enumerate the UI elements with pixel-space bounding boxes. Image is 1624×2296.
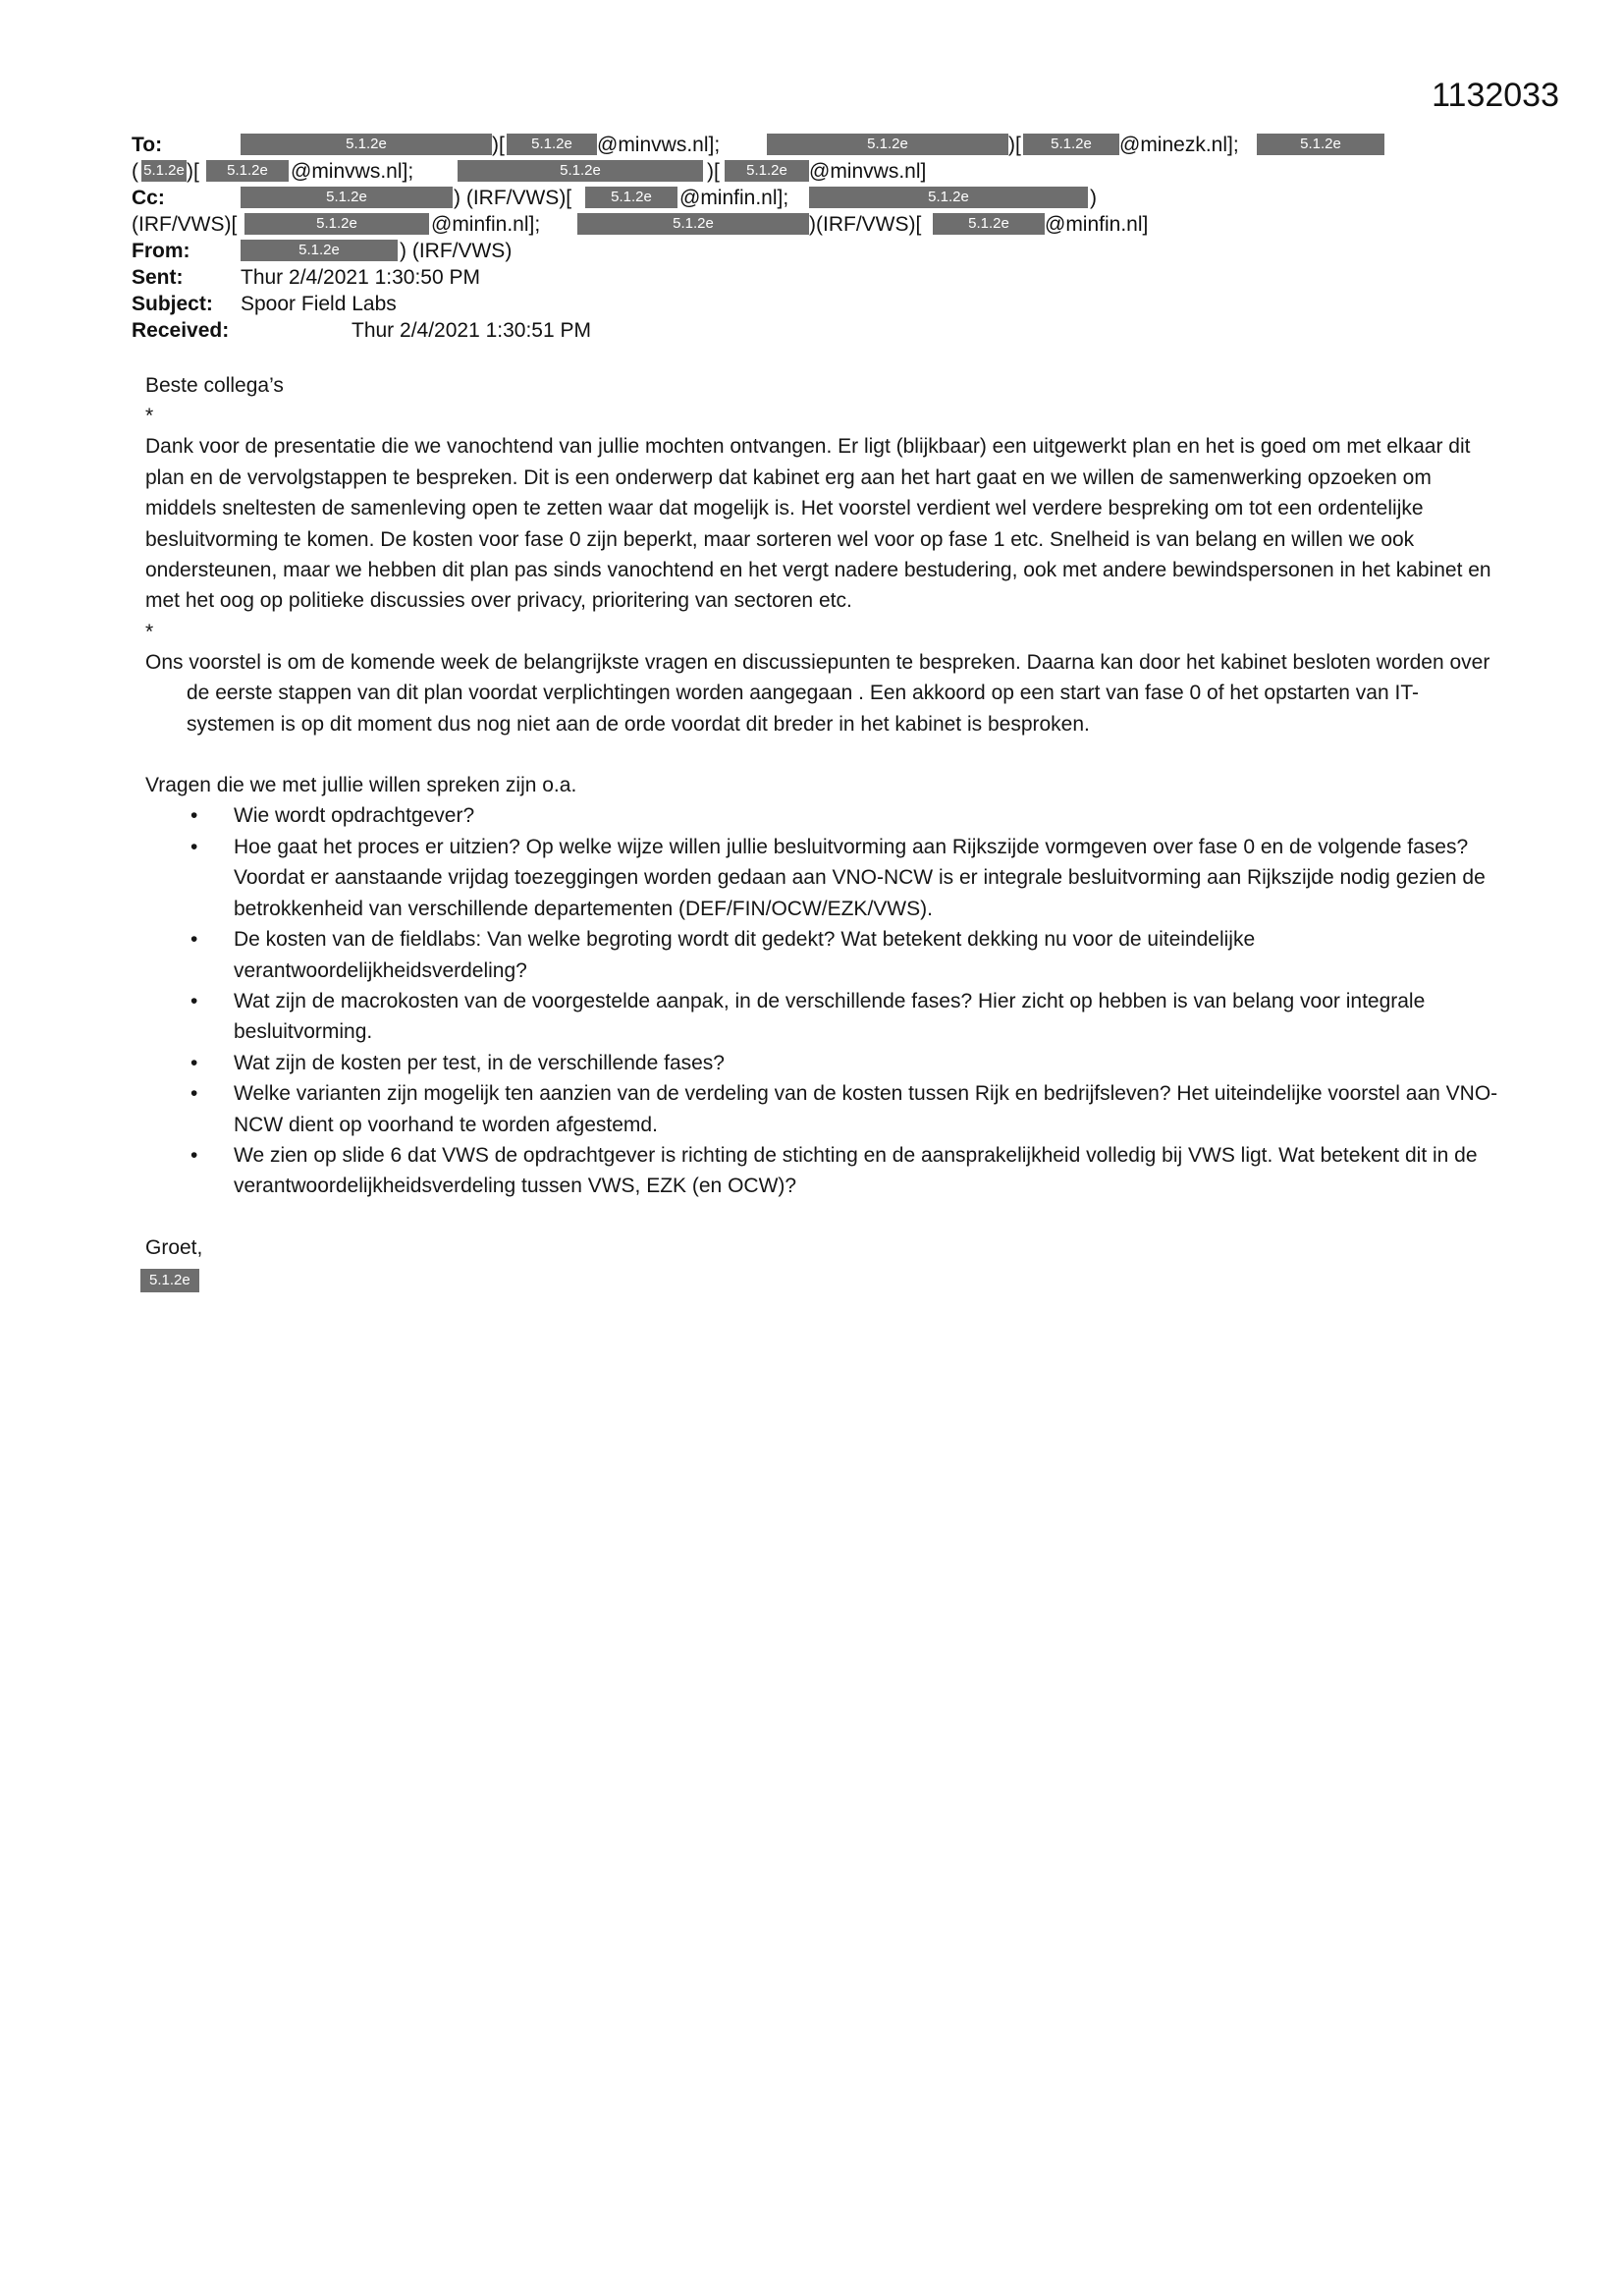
to-line-2 — [132, 158, 1506, 185]
from-irf-vws: ) (IRF/VWS) — [400, 240, 513, 262]
question-text: De kosten van de fieldlabs: Van welke begroting wordt dit gedekt? Wat betekent dekking nu voor de uiteindelijke verantwoordelijkheidsverdeling? — [234, 928, 1256, 982]
cc-label: Cc: — [132, 187, 165, 209]
subject-label: Subject: — [132, 293, 213, 315]
to-sep: )[ — [187, 160, 199, 183]
received-label: Received: — [132, 319, 230, 342]
redaction: 5.1.2e — [1023, 134, 1119, 155]
separator: * — [145, 620, 154, 643]
to-sep: )[ — [707, 160, 720, 183]
closing: Groet, — [145, 1235, 203, 1259]
to-line-1 — [132, 132, 1506, 158]
list-item — [187, 1078, 1500, 1140]
email-header — [132, 132, 1506, 344]
subject-line — [132, 291, 1506, 317]
sent-line — [132, 264, 1506, 291]
redaction: 5.1.2e — [206, 160, 289, 182]
bullet: • — [190, 1143, 198, 1167]
list-item — [187, 800, 1500, 831]
redaction: 5.1.2e — [725, 160, 809, 182]
paragraph-1: Dank voor de presentatie die we vanochtend van jullie mochten ontvangen. Er ligt (blijkbaar) een uitgewerkt plan en het is goed om met elkaar dit plan en de vervolgstappen te bespreken. Dit is een onderwerp dat kabinet erg aan het hart gaat en we willen de samenwerking opzoeken om middels sneltesten de samenleving open te zetten waar dat mogelijk is. Het voorstel verdient wel verdere bespreking om tot een ordentelijke besluitvorming te komen. De kosten voor fase 0 zijn beperkt, maar sorteren wel voor op fase 1 etc. Snelheid is van belang en willen we ook ondersteunen, maar we hebben dit plan pas sinds vanochtend en het vergt nadere bestudering, ook met andere bewindspersonen in het kabinet en met het oog op politieke discussies over privacy, prioritering van sectoren etc. — [145, 435, 1491, 613]
bullet: • — [190, 1082, 198, 1106]
bullet: • — [190, 1051, 198, 1074]
redaction: 5.1.2e — [1257, 134, 1384, 155]
to-domain-minezk: @minezk.nl]; — [1119, 134, 1239, 156]
received-value: Thur 2/4/2021 1:30:51 PM — [352, 319, 591, 342]
from-label: From: — [132, 240, 190, 262]
redaction: 5.1.2e — [809, 187, 1088, 208]
list-item — [187, 1048, 1500, 1078]
to-label: To: — [132, 134, 163, 156]
from-line — [132, 238, 1506, 264]
redaction: 5.1.2e — [241, 187, 453, 208]
cc-sep: ) — [1090, 187, 1097, 209]
paragraph-2: Ons voorstel is om de komende week de belangrijkste vragen en discussiepunten te bespreken. Daarna kan door het kabinet besloten worden over de eerste stappen van dit plan voordat verplichtingen worden aangegaan . Een akkoord op een start van fase 0 of het opstarten van IT-systemen is op dit moment dus nog niet aan de orde voordat dit breder in het kabinet is besproken. — [145, 650, 1490, 736]
bullet: • — [190, 989, 198, 1012]
document-number: 1132033 — [1432, 77, 1559, 114]
to-domain-minvws: @minvws.nl]; — [597, 134, 721, 156]
cc-domain-minfin: @minfin.nl] — [1045, 213, 1149, 236]
bullet: • — [190, 804, 198, 828]
cc-irf-vws: (IRF/VWS)[ — [132, 213, 238, 236]
redaction: 5.1.2e — [933, 213, 1045, 235]
separator: * — [145, 405, 154, 428]
subject-value: Spoor Field Labs — [241, 293, 397, 315]
signature-redaction: 5.1.2e — [140, 1269, 199, 1292]
redaction: 5.1.2e — [585, 187, 677, 208]
list-item — [187, 986, 1500, 1048]
cc-line-1 — [132, 185, 1506, 211]
question-text: Wat zijn de kosten per test, in de verschillende fases? — [234, 1051, 725, 1074]
question-text: Welke varianten zijn mogelijk ten aanzien van de verdeling van de kosten tussen Rijk en bedrijfsleven? Het uiteindelijke voorstel aan VNO-NCW dient op voorhand te worden afgestemd. — [234, 1082, 1498, 1136]
email-body — [145, 370, 1500, 1294]
to-sep: )[ — [1008, 134, 1021, 156]
questions-list — [145, 800, 1500, 1201]
questions-intro: Vragen die we met jullie willen spreken zijn o.a. — [145, 774, 577, 797]
redaction: 5.1.2e — [577, 213, 809, 235]
redaction: 5.1.2e — [141, 160, 187, 182]
question-text: Hoe gaat het proces er uitzien? Op welke wijze willen jullie besluitvorming aan Rijkszijde vormgeven over fase 0 en de volgende fases? Voordat er aanstaande vrijdag toezeggingen worden gedaan aan VNO-NCW is er integrale besluitvorming aan Rijkszijde nodig gezien de betrokkenheid van verschillende departementen (DEF/FIN/OCW/EZK/VWS). — [234, 835, 1486, 920]
cc-line-2 — [132, 211, 1506, 238]
redaction: 5.1.2e — [507, 134, 597, 155]
to-domain-minvws: @minvws.nl]; — [291, 160, 414, 183]
question-text: We zien op slide 6 dat VWS de opdrachtgever is richting de stichting en de aansprakelijkheid volledig bij VWS ligt. Wat betekent dit in de verantwoordelijkheidsverdeling tussen VWS, EZK (en OCW)? — [234, 1143, 1478, 1198]
list-item — [187, 1140, 1500, 1202]
to-sep: ( — [132, 160, 138, 183]
greeting: Beste collega’s — [145, 374, 284, 397]
sent-value: Thur 2/4/2021 1:30:50 PM — [241, 266, 480, 289]
redaction: 5.1.2e — [458, 160, 703, 182]
list-item — [187, 924, 1500, 986]
redaction: 5.1.2e — [241, 134, 492, 155]
to-sep: )[ — [492, 134, 505, 156]
redaction: 5.1.2e — [244, 213, 429, 235]
bullet: • — [190, 928, 198, 952]
list-item — [187, 832, 1500, 924]
cc-irf-vws: )(IRF/VWS)[ — [809, 213, 922, 236]
received-line — [132, 317, 1506, 344]
sent-label: Sent: — [132, 266, 184, 289]
redaction: 5.1.2e — [241, 240, 398, 261]
question-text: Wat zijn de macrokosten van de voorgestelde aanpak, in de verschillende fases? Hier zicht op hebben is van belang voor integrale besluitvorming. — [234, 989, 1426, 1044]
cc-domain-minfin: @minfin.nl]; — [679, 187, 789, 209]
to-domain-minvws: @minvws.nl] — [809, 160, 927, 183]
cc-domain-minfin: @minfin.nl]; — [431, 213, 541, 236]
question-text: Wie wordt opdrachtgever? — [234, 804, 475, 828]
cc-irf-vws: ) (IRF/VWS)[ — [454, 187, 572, 209]
bullet: • — [190, 835, 198, 858]
redaction: 5.1.2e — [767, 134, 1008, 155]
